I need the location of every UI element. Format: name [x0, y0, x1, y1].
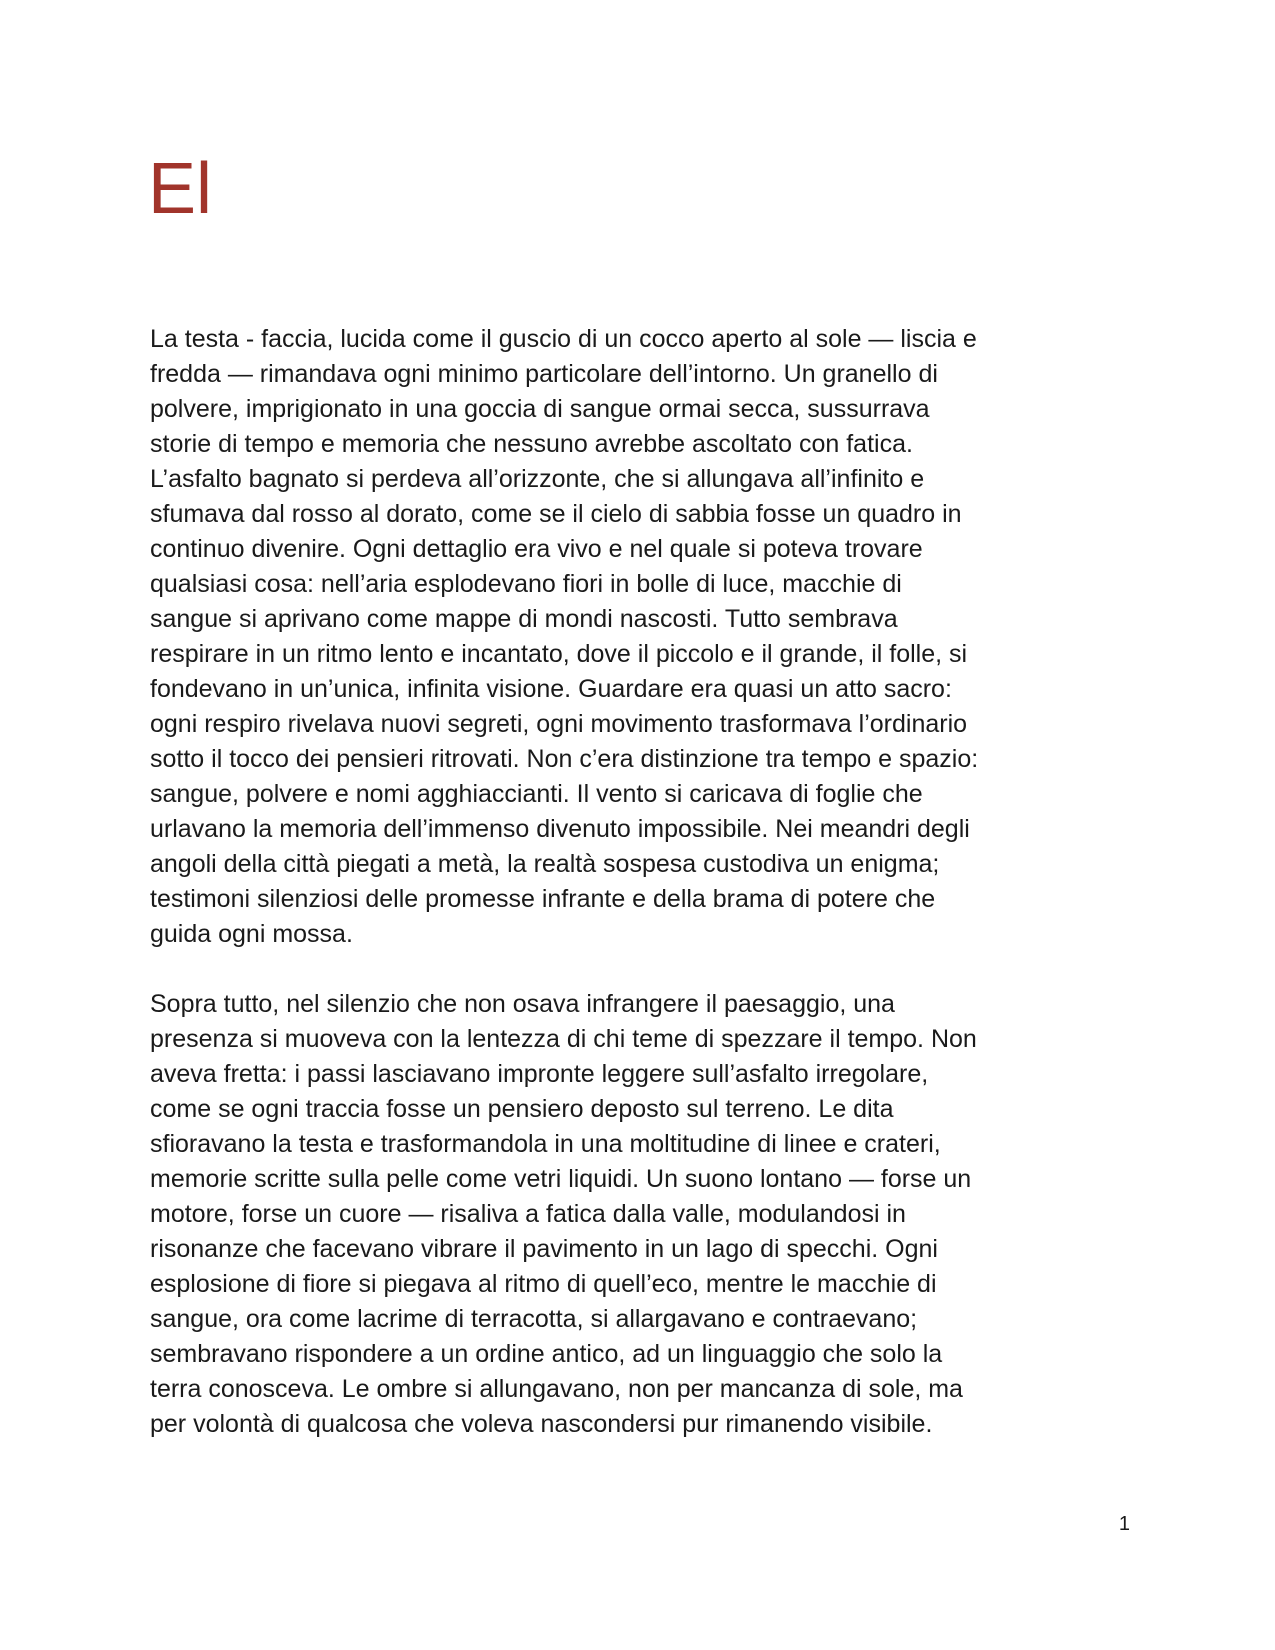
text-line: per volontà di qualcosa che voleva nascondersi pur rimanendo visibile.	[150, 1410, 933, 1438]
text-line: sangue, polvere e nomi agghiaccianti. Il vento si caricava di foglie che	[150, 780, 923, 808]
text-line: motore, forse un cuore — risaliva a fatica dalla valle, modulandosi in	[150, 1200, 906, 1228]
text-line: guida ogni mossa.	[150, 920, 353, 948]
text-line: storie di tempo e memoria che nessuno avrebbe ascoltato con fatica.	[150, 430, 913, 458]
text-line: sembravano rispondere a un ordine antico, ad un linguaggio che solo la	[150, 1340, 943, 1368]
text-line: urlavano la memoria dell’immenso divenuto impossibile. Nei meandri degli	[150, 815, 970, 843]
text-line: fredda — rimandava ogni minimo particolare dell’intorno. Un granello di	[150, 360, 938, 388]
paragraph-2	[150, 987, 1130, 1442]
paragraph-1	[150, 322, 1130, 952]
text-line: risonanze che facevano vibrare il pavimento in un lago di specchi. Ogni	[150, 1235, 938, 1263]
text-line: polvere, imprigionato in una goccia di sangue ormai secca, sussurrava	[150, 395, 930, 423]
text-line: fondevano in un’unica, infinita visione. Guardare era quasi un atto sacro:	[150, 675, 952, 703]
text-line: sfioravano la testa e trasformandola in una moltitudine di linee e crateri,	[150, 1130, 941, 1158]
text-line: memorie scritte sulla pelle come vetri liquidi. Un suono lontano — forse un	[150, 1165, 972, 1193]
document-body	[150, 322, 1130, 1442]
text-line: angoli della città piegati a metà, la realtà sospesa custodiva un enigma;	[150, 850, 940, 878]
text-line: continuo divenire. Ogni dettaglio era vivo e nel quale si poteva trovare	[150, 535, 923, 563]
text-line: L’asfalto bagnato si perdeva all’orizzonte, che si allungava all’infinito e	[150, 465, 925, 493]
document-title: El	[148, 149, 213, 229]
page-number: 1	[1118, 1513, 1130, 1535]
text-line: respirare in un ritmo lento e incantato, dove il piccolo e il grande, il folle, si	[150, 640, 968, 668]
text-line: come se ogni traccia fosse un pensiero deposto sul terreno. Le dita	[150, 1095, 894, 1123]
text-line: La testa - faccia, lucida come il guscio di un cocco aperto al sole — liscia e	[150, 325, 977, 353]
text-line: sotto il tocco dei pensieri ritrovati. Non c’era distinzione tra tempo e spazio:	[150, 745, 979, 773]
text-line: Sopra tutto, nel silenzio che non osava infrangere il paesaggio, una	[150, 990, 895, 1018]
text-line: terra conosceva. Le ombre si allungavano, non per mancanza di sole, ma	[150, 1375, 963, 1403]
text-line: qualsiasi cosa: nell’aria esplodevano fiori in bolle di luce, macchie di	[150, 570, 902, 598]
text-line: esplosione di fiore si piegava al ritmo di quell’eco, mentre le macchie di	[150, 1270, 937, 1298]
text-line: aveva fretta: i passi lasciavano impronte leggere sull’asfalto irregolare,	[150, 1060, 929, 1088]
text-line: ogni respiro rivelava nuovi segreti, ogni movimento trasformava l’ordinario	[150, 710, 968, 738]
text-line: sfumava dal rosso al dorato, come se il cielo di sabbia fosse un quadro in	[150, 500, 962, 528]
paragraph-spacer	[150, 952, 1130, 987]
text-line: testimoni silenziosi delle promesse infrante e della brama di potere che	[150, 885, 936, 913]
text-line: sangue si aprivano come mappe di mondi nascosti. Tutto sembrava	[150, 605, 898, 633]
text-line: sangue, ora come lacrime di terracotta, si allargavano e contraevano;	[150, 1305, 918, 1333]
text-line: presenza si muoveva con la lentezza di chi teme di spezzare il tempo. Non	[150, 1025, 977, 1053]
